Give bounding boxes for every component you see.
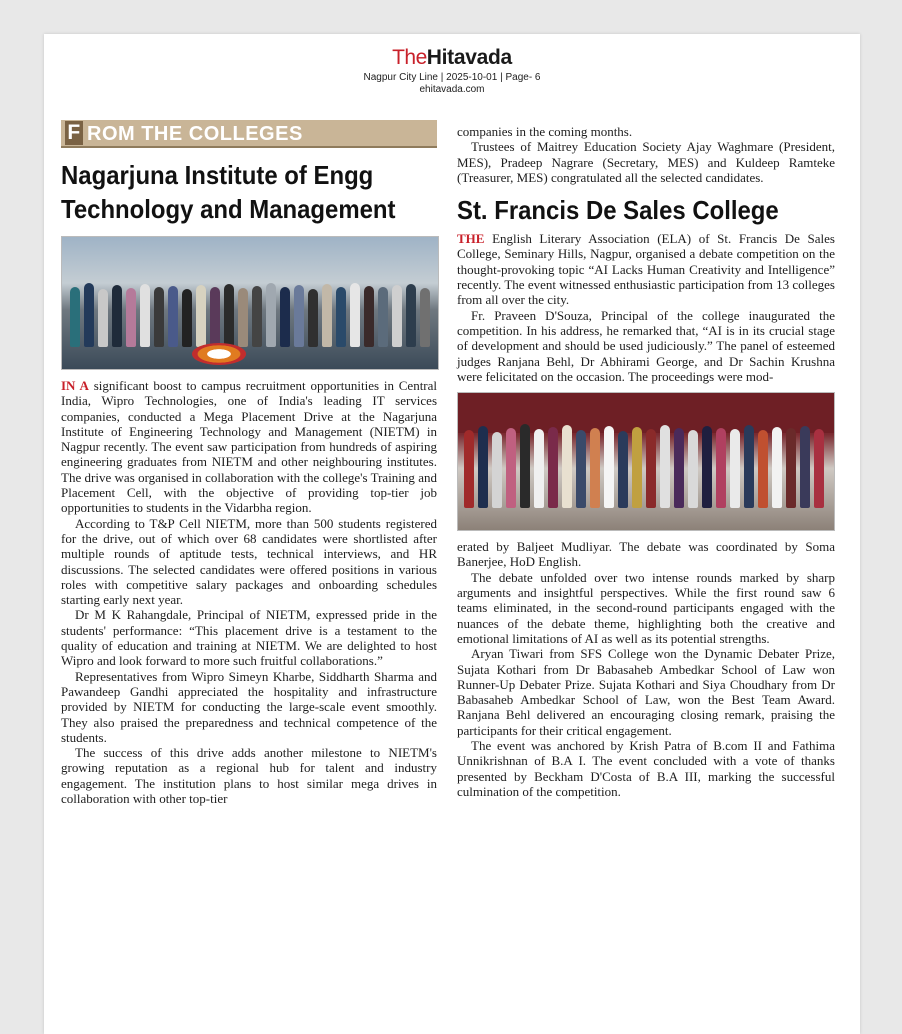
article1-para3: Dr M K Rahangdale, Principal of NIETM, expressed pride in the students' performance: “This placement drive is a testament to the quality of education and training at NIETM. We are delighted to host Wipro and look forward to more such fruitful collaborations.”: [61, 607, 437, 669]
article1-para7: Trustees of Maitrey Education Society Ajay Waghmare (President, MES), Pradeep Nagrare (Secretary, MES) and Kuldeep Ramteke (Treasurer, MES) congratulated all the selected candidates.: [457, 139, 835, 185]
edition-line: Nagpur City Line | 2025-10-01 | Page- 6: [363, 72, 541, 83]
article1-para1-text: significant boost to campus recruitment opportunities in Central India, Wipro Technologies, one of India's leading IT services companies, conducted a Mega Placement Drive at the Nagarjuna Institute of Engineering Technology and Management (NIETM) in Nagpur recently. The event saw participation from hundreds of aspiring engineering graduates from NIETM and other neighbouring institutes. The drive was organised in collaboration with the college's Training and Placement Cell, with the objective of providing top-tier job opportunities to students in the Vidarbha region.: [61, 378, 438, 516]
article2-headline: St. Francis De Sales College: [457, 195, 779, 226]
section-banner: [61, 120, 437, 148]
article1-lead: IN A: [61, 378, 89, 393]
article1-para6: companies in the coming months.: [457, 124, 633, 139]
newspaper-page: [44, 34, 860, 1034]
article2-para2: Fr. Praveen D'Souza, Principal of the college inaugurated the competition. In his address, he remarked that, “AI is in its crucial stage of development and should be used judiciously.” The panel of esteemed judges Ranjana Behl, Dr Abhirami George, and Dr Sachin Krushna were felicitated on the occasion. The proceedings were mod-: [457, 307, 835, 384]
site-link[interactable]: ehitavada.com: [419, 84, 485, 95]
newspaper-logo[interactable]: [44, 46, 860, 70]
logo-the: The: [392, 46, 427, 69]
masthead: [44, 46, 860, 96]
article1-headline-line1: Nagarjuna Institute of Engg: [61, 160, 374, 190]
left-column: [61, 120, 437, 806]
section-title: ROM THE COLLEGES: [87, 123, 303, 145]
article2-body-top: [457, 231, 835, 384]
article1-para4: Representatives from Wipro Simeyn Kharbe, Siddharth Sharma and Pawandeep Gandhi appreciated the hospitality and infrastructure provided by NIETM for conducting the large-scale event smoothly. They also praised the preparedness and technical competence of the students.: [61, 668, 437, 745]
article1-para2: According to T&P Cell NIETM, more than 500 students registered for the drive, out of which over 68 candidates were shortlisted after multiple rounds of aptitude tests, technical interviews, and HR discussions. The selected candidates were offered positions in various roles with competitive salary packages and onboarding schedules starting early next year.: [61, 515, 437, 608]
rangoli-decoration: [192, 343, 246, 365]
article2-para5: The event was anchored by Krish Patra of B.com II and Fathima Unnikrishnan of B.A I. The event concluded with a vote of thanks presented by Beckham D'Costa of B.A III, marking the successful culmination of the competition.: [457, 738, 835, 799]
section-drop-letter: F: [65, 121, 83, 145]
article2-lead: THE: [457, 231, 485, 247]
article2-body-bottom: [457, 539, 835, 799]
article1-para5: The success of this drive adds another milestone to NIETM's growing reputation as a regional hub for talent and industry engagement. The institution plans to host similar mega drives in collaboration with other top-tier: [61, 745, 437, 807]
debate-winners-photo: [457, 392, 835, 531]
article2-para4: Aryan Tiwari from SFS College won the Dynamic Debater Prize, Sujata Kothari from Dr Babasaheb Ambedkar School of Law won Runner-Up Debater Prize. Sujata Kothari and Siya Choudhary from Dr Babasaheb Ambedkar School of Law, won the Best Team Award. Ranjana Behl delivered an encouraging closing remark, praising the participants for their critical engagement.: [457, 646, 835, 738]
article1-para1: [61, 378, 437, 516]
article2-para3: The debate unfolded over two intense rounds marked by sharp arguments and insightful perspectives. While the first round saw 6 teams eliminated, in the second-round participants engaged with the nuances of the debate theme, highlighting both the creative and emotional limitations of AI as well as its potential strengths.: [457, 569, 835, 646]
article1-headline-line2: Technology and Management: [61, 194, 396, 224]
placement-drive-photo: [61, 236, 439, 370]
article1-body: [61, 378, 437, 806]
article2-para2b: erated by Baljeet Mudliyar. The debate was coordinated by Soma Banerjee, HoD English.: [457, 539, 835, 570]
logo-name: Hitavada: [426, 46, 512, 69]
article2-para1-text: English Literary Association (ELA) of St. Francis De Sales College, Seminary Hills, Nagpur, organised a debate competition on the thought-provoking topic “AI Lacks Human Creativity and Intelligence” recently. The event witnessed enthusiastic participation from 13 colleges from all over the city.: [457, 231, 835, 308]
article2-para1: [457, 231, 835, 307]
right-column: [457, 124, 835, 799]
article1-continued: [457, 124, 835, 185]
